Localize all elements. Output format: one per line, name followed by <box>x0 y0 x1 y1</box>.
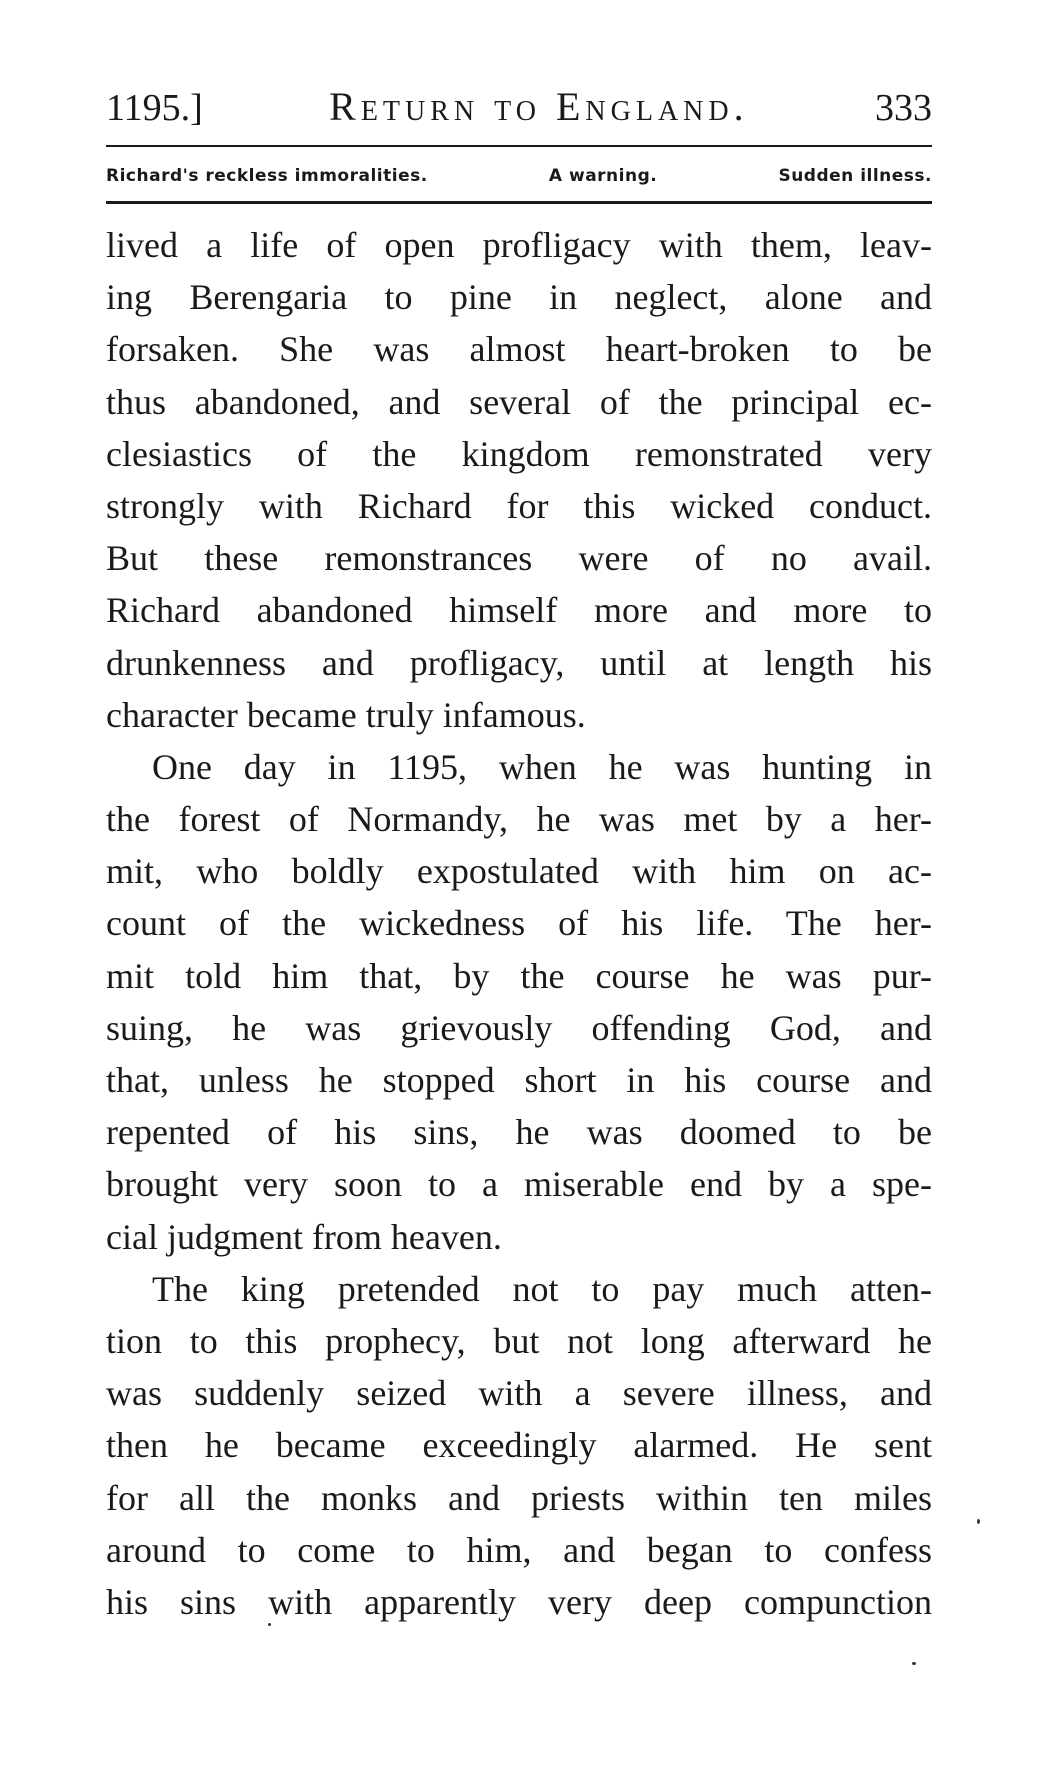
text-line: tion to this prophecy, but not long afterward he <box>106 1320 932 1361</box>
text-line: that, unless he stopped short in his course and <box>106 1060 932 1100</box>
text-line: One day in 1195, when he was hunting in <box>152 746 932 787</box>
text-line: then he became exceedingly alarmed. He sent <box>106 1425 932 1466</box>
subhead-warning: A warning. <box>548 166 658 186</box>
text-line: thus abandoned, and several of the principal ec- <box>106 381 932 422</box>
text-line: drunkenness and profligacy, until at length his <box>106 642 932 683</box>
text-line: for all the monks and priests within ten miles <box>106 1477 932 1518</box>
text-line: Richard abandoned himself more and more to <box>106 590 932 631</box>
text-line: ing Berengaria to pine in neglect, alone and <box>106 277 932 318</box>
text-line: the forest of Normandy, he was met by a her- <box>106 799 932 840</box>
text-line: forsaken. She was almost heart-broken to be <box>106 329 932 370</box>
ink-speck <box>977 1519 980 1524</box>
header-year: 1195.] <box>106 87 203 129</box>
text-line: repented of his sins, he was doomed to be <box>106 1112 932 1153</box>
subhead-reckless: Richard's reckless immoralities. <box>106 166 428 186</box>
text-line: But these remonstrances were of no avail. <box>106 538 932 579</box>
header-title: Return to England. <box>329 84 749 129</box>
text-line: around to come to him, and began to confess <box>106 1529 932 1570</box>
body-text <box>106 219 932 1628</box>
ink-speck <box>268 1623 271 1626</box>
text-line: character became truly infamous. <box>106 694 586 735</box>
text-line: strongly with Richard for this wicked conduct. <box>106 485 932 526</box>
text-line: lived a life of open profligacy with them, leav- <box>106 225 932 265</box>
text-line: suing, he was grievously offending God, and <box>106 1007 932 1048</box>
running-head <box>106 82 932 132</box>
header-rule-top <box>106 145 932 147</box>
text-line: was suddenly seized with a severe illness, and <box>106 1373 932 1414</box>
marginal-subheads <box>106 158 932 194</box>
header-rule-bottom <box>106 201 932 204</box>
subhead-illness: Sudden illness. <box>778 166 932 186</box>
text-line: mit, who boldly expostulated with him on ac- <box>106 851 932 892</box>
text-line: cial judgment from heaven. <box>106 1216 502 1257</box>
text-line: The king pretended not to pay much atten- <box>152 1268 932 1309</box>
text-line: his sins with apparently very deep compunction <box>106 1581 932 1622</box>
page-number: 333 <box>875 87 932 129</box>
text-line: mit told him that, by the course he was pur- <box>106 955 932 996</box>
ink-speck <box>912 1662 916 1665</box>
text-line: count of the wickedness of his life. The her- <box>106 903 932 944</box>
text-line: brought very soon to a miserable end by a spe- <box>106 1164 932 1205</box>
text-line: clesiastics of the kingdom remonstrated very <box>106 433 932 474</box>
